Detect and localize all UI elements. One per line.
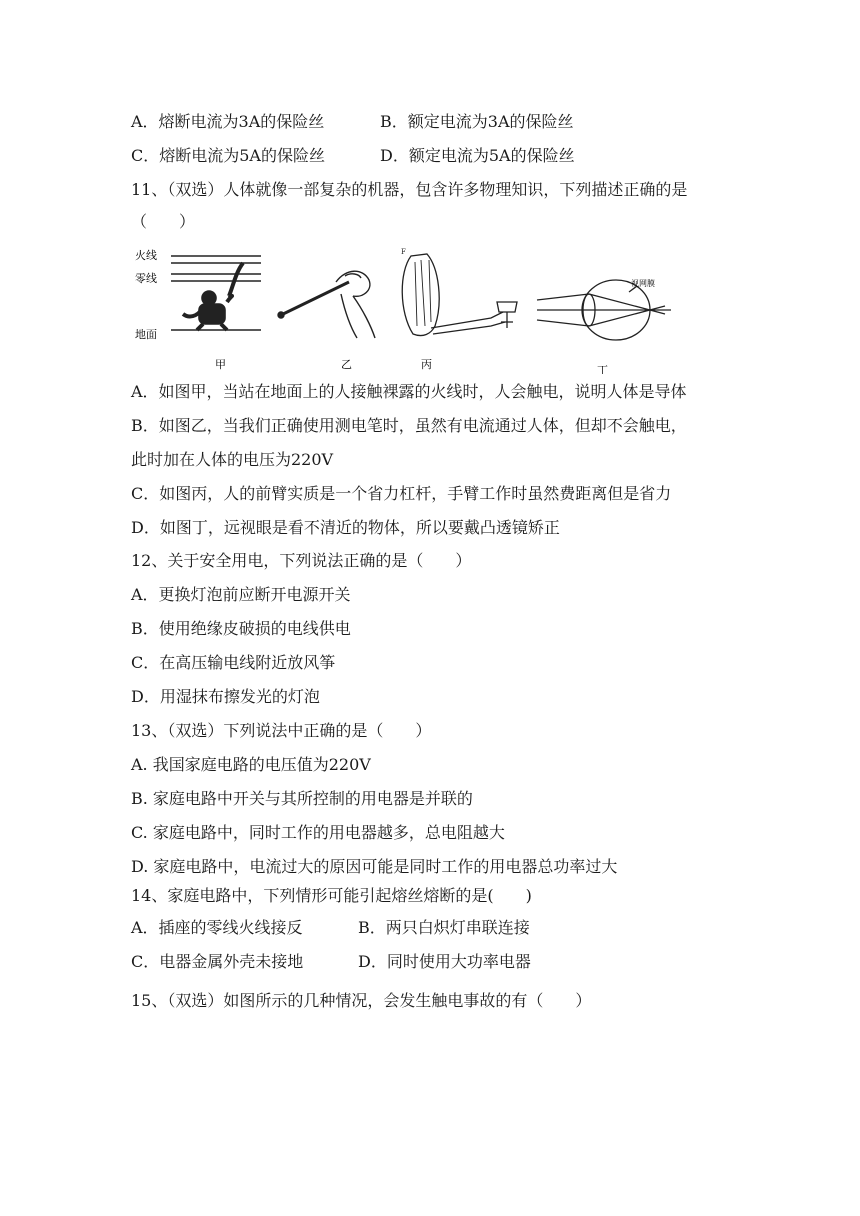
q12-option-d: D．用湿抹布擦发光的灯泡 xyxy=(131,687,320,706)
label-retina: 视网膜 xyxy=(631,279,655,288)
q13-option-a: A. 我国家庭电路的电压值为220V xyxy=(131,755,371,774)
caption-bing: 丙 xyxy=(421,358,432,371)
q14-option-b: B．两只白炽灯串联连接 xyxy=(358,918,530,937)
q13-option-c: C. 家庭电路中，同时工作的用电器越多，总电阻越大 xyxy=(131,823,505,842)
label-neutral-wire: 零线 xyxy=(135,272,157,285)
q11-option-b-line2: 此时加在人体的电压为220V xyxy=(131,450,334,469)
svg-text:F: F xyxy=(401,248,406,256)
q13-option-b: B. 家庭电路中开关与其所控制的用电器是并联的 xyxy=(131,789,473,808)
q13-stem: 13、（双选）下列说法中正确的是（ ） xyxy=(131,721,432,740)
caption-jia: 甲 xyxy=(215,358,226,371)
q11-option-b-line1: B．如图乙，当我们正确使用测电笔时，虽然有电流通过人体，但却不会触电， xyxy=(131,416,687,435)
q13-option-d: D. 家庭电路中，电流过大的原因可能是同时工作的用电器总功率过大 xyxy=(131,857,618,876)
figure-bing xyxy=(401,248,517,336)
q10-option-c: C．熔断电流为5A的保险丝 xyxy=(131,146,325,165)
label-live-wire: 火线 xyxy=(135,249,157,262)
label-ground: 地面 xyxy=(135,328,157,341)
figure-yi xyxy=(278,271,375,338)
q14-stem: 14、家庭电路中，下列情形可能引起熔丝熔断的是( ) xyxy=(131,886,532,905)
q12-option-b: B．使用绝缘皮破损的电线供电 xyxy=(131,619,351,638)
q11-option-d: D．如图丁，远视眼是看不清近的物体，所以要戴凸透镜矫正 xyxy=(131,518,560,537)
q11-answer-blank: （ ） xyxy=(131,212,196,231)
q11-stem: 11、（双选）人体就像一部复杂的机器，包含许多物理知识，下列描述正确的是 xyxy=(131,180,688,199)
q10-option-b: B．额定电流为3A的保险丝 xyxy=(380,112,574,131)
q11-figure-illustrations xyxy=(131,242,691,374)
q11-option-c: C．如图丙，人的前臂实质是一个省力杠杆，手臂工作时虽然费距离但是省力 xyxy=(131,484,672,503)
q11-figure xyxy=(131,242,691,374)
q10-option-a: A．熔断电流为3A的保险丝 xyxy=(131,112,325,131)
q12-stem: 12、关于安全用电，下列说法正确的是（ ） xyxy=(131,551,472,570)
figure-ding xyxy=(537,280,671,340)
q12-option-a: A．更换灯泡前应断开电源开关 xyxy=(131,585,351,604)
q15-stem: 15、（双选）如图所示的几种情况，会发生触电事故的有（ ） xyxy=(131,991,592,1010)
caption-yi: 乙 xyxy=(341,358,352,371)
q14-option-d: D．同时使用大功率电器 xyxy=(358,952,531,971)
q14-option-a: A．插座的零线火线接反 xyxy=(131,918,303,937)
q11-option-a: A．如图甲，当站在地面上的人接触裸露的火线时，人会触电，说明人体是导体 xyxy=(131,382,687,401)
caption-ding: 丁 xyxy=(597,364,608,374)
figure-jia xyxy=(171,256,261,330)
q12-option-c: C．在高压输电线附近放风筝 xyxy=(131,653,336,672)
q14-option-c: C．电器金属外壳未接地 xyxy=(131,952,304,971)
q10-option-d: D．额定电流为5A的保险丝 xyxy=(380,146,575,165)
